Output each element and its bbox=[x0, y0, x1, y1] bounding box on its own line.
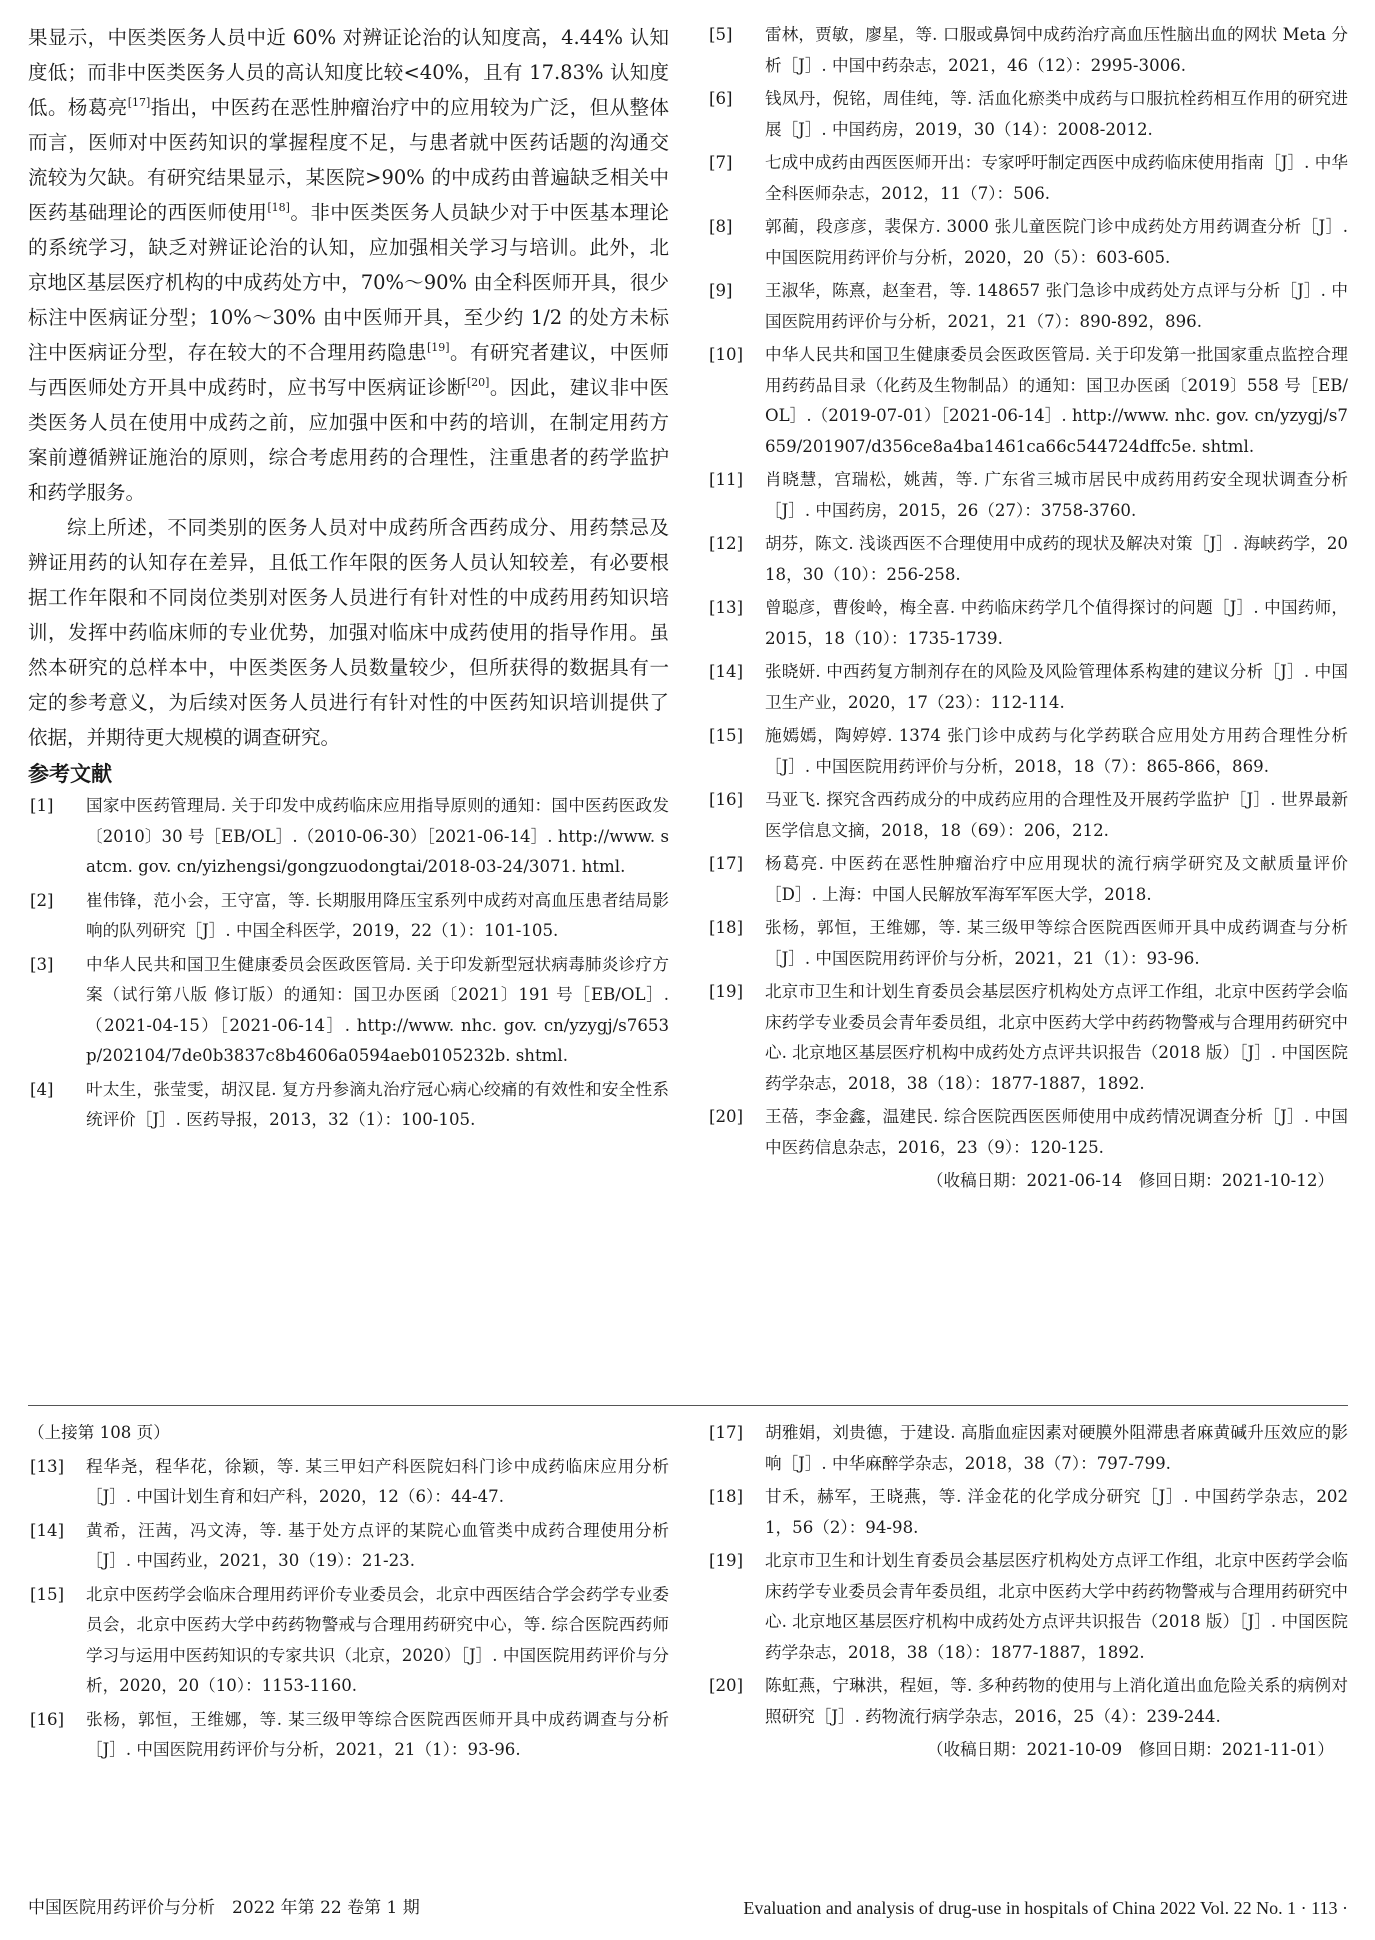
references-heading: 参考文献 bbox=[28, 762, 112, 786]
reference-number: [8] bbox=[709, 217, 733, 236]
reference-number: [16] bbox=[709, 790, 744, 809]
reference-item bbox=[28, 950, 669, 1072]
reference-text: 张晓妍. 中西药复方制剂存在的风险及风险管理体系构建的建议分析［J］. 中国卫生产业，2020，17（23）：112-114. bbox=[765, 662, 1348, 712]
para1-text-c: 。非中医类医务人员缺少对于中医基本理论的系统学习，缺乏对辨证论治的认知，应加强相关学习与培训。此外，北京地区基层医疗机构的中成药处方中，70%～90% 由全科医师开具，很少标注中医病证分型；10%～30% 由中医师开具，至少约 1/2 的处方未标注中医病证分型，存在较大的不合理用药隐患 bbox=[28, 201, 669, 364]
reference-number: [18] bbox=[709, 1487, 744, 1506]
reference-text: 陈虹燕，宁琳洪，程姮，等. 多种药物的使用与上消化道出血危险关系的病例对照研究［J］. 药物流行病学杂志，2016，25（4）：239-244. bbox=[765, 1676, 1348, 1726]
reference-text: 肖晓慧，宫瑞松，姚茜，等. 广东省三城市居民中成药用药安全现状调查分析［J］. 中国药房，2015，26（27）：3758-3760. bbox=[765, 470, 1348, 520]
reference-text: 甘禾，赫军，王晓燕，等. 洋金花的化学成分研究［J］. 中国药学杂志，2021，56（2）：94-98. bbox=[765, 1487, 1348, 1537]
reference-text: 雷林，贾敏，廖星，等. 口服或鼻饲中成药治疗高血压性脑出血的网状 Meta 分析［J］. 中国中药杂志，2021，46（12）：2995-3006. bbox=[765, 25, 1348, 75]
reference-text: 北京市卫生和计划生育委员会基层医疗机构处方点评工作组，北京中医药学会临床药学专业委员会青年委员组，北京中医药大学中药药物警戒与合理用药研究中心. 北京地区基层医疗机构中成药处方点评共识报告（2018 版）［J］. 中国医院药学杂志，2018，38（18）：1877-1887，1892. bbox=[765, 982, 1348, 1093]
reference-item bbox=[28, 1452, 669, 1513]
reference-item bbox=[707, 785, 1348, 846]
reference-item bbox=[707, 977, 1348, 1099]
reference-text: 中华人民共和国卫生健康委员会医政医管局. 关于印发新型冠状病毒肺炎诊疗方案（试行第八版 修订版）的通知：国卫办医函〔2021〕191 号［EB/OL］.（2021-04-15）［2021-06-14］. http://www. nhc. gov. cn/yzygj/s7653p/202104/7de0b3837c8b4606a0594aeb0105232b. shtml. bbox=[86, 954, 669, 1065]
para1-text-d: 。有研究者建议，中医师与西医师处方开具中成药时，应书写中医病证诊断 bbox=[28, 341, 669, 399]
journal-name-english-page-number: Evaluation and analysis of drug-use in hospitals of China 2022 Vol. 22 No. 1 · 113 · bbox=[743, 1898, 1348, 1918]
reference-item bbox=[707, 913, 1348, 974]
reference-number: [17] bbox=[709, 1423, 744, 1442]
reference-number: [14] bbox=[30, 1520, 65, 1540]
reference-text: 国家中医药管理局. 关于印发中成药临床应用指导原则的通知：国中医药医政发〔2010〕30 号［EB/OL］.（2010-06-30）［2021-06-14］. http://www. satcm. gov. cn/yizhengsi/gongzuodongtai/2018-03-24/3071. html. bbox=[86, 796, 669, 876]
reference-number: [16] bbox=[30, 1709, 65, 1729]
reference-number: [11] bbox=[709, 470, 744, 489]
body-paragraph-1 bbox=[28, 20, 669, 510]
reference-text: 中华人民共和国卫生健康委员会医政医管局. 关于印发第一批国家重点监控合理用药药品目录（化药及生物制品）的通知：国卫办医函〔2019〕558 号［EB/OL］.（2019-07-01）［2021-06-14］. http://www. nhc. gov. cn/yzygj/s7659/201907/d356ce8a4ba1461ca66c544724dffc5e. shtml. bbox=[765, 345, 1348, 456]
reference-number: [1] bbox=[30, 796, 54, 815]
reference-text: 胡雅娟，刘贵德，于建设. 高脂血症因素对硬膜外阻滞患者麻黄碱升压效应的影响［J］. 中华麻醉学杂志，2018，38（7）：797-799. bbox=[765, 1423, 1348, 1473]
reference-number: [4] bbox=[30, 1079, 54, 1099]
reference-text: 马亚飞. 探究含西药成分的中成药应用的合理性及开展药学监护［J］. 世界最新医学信息文摘，2018，18（69）：206，212. bbox=[765, 790, 1348, 840]
received-revised-dates: （收稿日期：2021-06-14 修回日期：2021-10-12） bbox=[926, 1171, 1334, 1190]
reference-number: [19] bbox=[709, 1551, 744, 1570]
reference-number: [15] bbox=[709, 726, 744, 745]
reference-number: [12] bbox=[709, 534, 744, 553]
reference-item bbox=[28, 1075, 669, 1136]
reference-text: 张杨，郭恒，王维娜，等. 某三级甲等综合医院西医师开具中成药调查与分析［J］. 中国医院用药评价与分析，2021，21（1）：93-96. bbox=[86, 1709, 669, 1759]
reference-item bbox=[707, 657, 1348, 718]
reference-number: [10] bbox=[709, 345, 744, 364]
reference-number: [13] bbox=[30, 1456, 65, 1476]
reference-item bbox=[707, 529, 1348, 590]
reference-item bbox=[707, 148, 1348, 209]
reference-text: 郭蔺，段彦彦，裴保方. 3000 张儿童医院门诊中成药处方用药调查分析［J］. 中国医院用药评价与分析，2020，20（5）：603-605. bbox=[765, 217, 1348, 267]
reference-text: 王淑华，陈熹，赵奎君，等. 148657 张门急诊中成药处方点评与分析［J］. 中国医院用药评价与分析，2021，21（7）：890-892，896. bbox=[765, 281, 1348, 331]
reference-number: [2] bbox=[30, 890, 54, 910]
citation-20[interactable]: [20] bbox=[466, 375, 490, 389]
reference-text: 杨葛亮. 中医药在恶性肿瘤治疗中应用现状的流行病学研究及文献质量评价［D］. 上海：中国人民解放军海军军医大学，2018. bbox=[765, 854, 1348, 904]
reference-number: [7] bbox=[709, 153, 733, 172]
reference-number: [15] bbox=[30, 1584, 65, 1604]
reference-text: 叶太生，张莹雯，胡汉昆. 复方丹参滴丸治疗冠心病心绞痛的有效性和安全性系统评价［J］. 医药导报，2013，32（1）：100-105. bbox=[86, 1079, 669, 1129]
reference-text: 北京中医药学会临床合理用药评价专业委员会，北京中西医结合学会药学专业委员会，北京中医药大学中药药物警戒与合理用药研究中心，等. 综合医院西药师学习与运用中医药知识的专家共识（北京，2020）［J］. 中国医院用药评价与分析，2020，20（10）：1153-1160. bbox=[86, 1584, 669, 1695]
reference-text: 胡芬，陈文. 浅谈西医不合理使用中成药的现状及解决对策［J］. 海峡药学，2018，30（10）：256-258. bbox=[765, 534, 1348, 584]
reference-item bbox=[707, 721, 1348, 782]
reference-text: 北京市卫生和计划生育委员会基层医疗机构处方点评工作组，北京中医药学会临床药学专业委员会青年委员组，北京中医药大学中药药物警戒与合理用药研究中心. 北京地区基层医疗机构中成药处方点评共识报告（2018 版）［J］. 中国医院药学杂志，2018，38（18）：1877-1887，1892. bbox=[765, 1551, 1348, 1662]
reference-item bbox=[707, 849, 1348, 910]
reference-item bbox=[28, 791, 669, 883]
reference-text: 钱凤丹，倪铭，周佳纯，等. 活血化瘀类中成药与口服抗栓药相互作用的研究进展［J］. 中国药房，2019，30（14）：2008-2012. bbox=[765, 89, 1348, 139]
reference-text: 王蓓，李金鑫，温建民. 综合医院西医医师使用中成药情况调查分析［J］. 中国中医药信息杂志，2016，23（9）：120-125. bbox=[765, 1107, 1348, 1157]
reference-text: 曾聪彦，曹俊岭，梅全喜. 中药临床药学几个值得探讨的问题［J］. 中国药师，2015，18（10）：1735-1739. bbox=[765, 598, 1348, 648]
reference-number: [3] bbox=[30, 954, 54, 974]
reference-number: [19] bbox=[709, 982, 744, 1001]
reference-item bbox=[707, 84, 1348, 145]
reference-item bbox=[707, 340, 1348, 462]
continued-references-left bbox=[28, 1418, 669, 1769]
continued-reference-list-left bbox=[28, 1452, 669, 1766]
reference-item bbox=[707, 465, 1348, 526]
reference-number: [18] bbox=[709, 918, 744, 937]
reference-text: 程华尧，程华花，徐颖，等. 某三甲妇产科医院妇科门诊中成药临床应用分析［J］. 中国计划生育和妇产科，2020，12（6）：44-47. bbox=[86, 1456, 669, 1506]
citation-18[interactable]: [18] bbox=[267, 200, 290, 214]
continued-references-right bbox=[707, 1418, 1348, 1765]
para1-text-b: 指出，中医药在恶性肿瘤治疗中的应用较为广泛，但从整体而言，医师对中医药知识的掌握程度不足，与患者就中医药话题的沟通交流较为欠缺。有研究结果显示，某医院>90% 的中成药由普遍缺乏相关中医药基础理论的西医师使用 bbox=[28, 96, 669, 224]
journal-name-chinese: 中国医院用药评价与分析 2022 年第 22 卷第 1 期 bbox=[28, 1898, 420, 1918]
reference-text: 张杨，郭恒，王维娜，等. 某三级甲等综合医院西医师开具中成药调查与分析［J］. 中国医院用药评价与分析，2021，21（1）：93-96. bbox=[765, 918, 1348, 968]
reference-item bbox=[28, 1705, 669, 1766]
reference-item bbox=[707, 1546, 1348, 1668]
reference-number: [17] bbox=[709, 854, 744, 873]
reference-number: [20] bbox=[709, 1676, 744, 1695]
section-divider bbox=[28, 1405, 1348, 1406]
reference-item bbox=[707, 20, 1348, 81]
received-revised-dates-bottom: （收稿日期：2021-10-09 修回日期：2021-11-01） bbox=[926, 1740, 1334, 1759]
reference-number: [9] bbox=[709, 281, 733, 300]
reference-number: [20] bbox=[709, 1107, 744, 1126]
continued-reference-list-right bbox=[707, 1418, 1348, 1732]
reference-number: [13] bbox=[709, 598, 744, 617]
reference-item bbox=[707, 276, 1348, 337]
continued-from-note: （上接第 108 页） bbox=[28, 1423, 170, 1442]
reference-text: 黄希，汪茜，冯文涛，等. 基于处方点评的某院心血管类中成药合理使用分析［J］. 中国药业，2021，30（19）：21-23. bbox=[86, 1520, 669, 1570]
reference-item bbox=[707, 593, 1348, 654]
reference-number: [5] bbox=[709, 25, 733, 44]
reference-item bbox=[707, 1102, 1348, 1163]
para1-text-e: 。因此，建议非中医类医务人员在使用中成药之前，应加强中医和中药的培训，在制定用药方案前遵循辨证施治的原则，综合考虑用药的合理性，注重患者的药学监护和药学服务。 bbox=[28, 376, 669, 504]
citation-17[interactable]: [17] bbox=[127, 95, 151, 109]
reference-text: 施嫣嫣，陶婷婷. 1374 张门诊中成药与化学药联合应用处方用药合理性分析［J］. 中国医院用药评价与分析，2018，18（7）：865-866，869. bbox=[765, 726, 1348, 776]
reference-item bbox=[707, 1482, 1348, 1543]
page-footer bbox=[28, 1893, 1348, 1923]
reference-text: 七成中成药由西医医师开出：专家呼吁制定西医中成药临床使用指南［J］. 中华全科医师杂志，2012，11（7）：506. bbox=[765, 153, 1348, 203]
reference-number: [14] bbox=[709, 662, 744, 681]
reference-item bbox=[707, 1418, 1348, 1479]
body-paragraph-2: 综上所述，不同类别的医务人员对中成药所含西药成分、用药禁忌及辨证用药的认知存在差异，且低工作年限的医务人员认知较差，有必要根据工作年限和不同岗位类别对医务人员进行有针对性的中成药用药知识培训，发挥中药临床师的专业优势，加强对临床中成药使用的指导作用。虽然本研究的总样本中，中医类医务人员数量较少，但所获得的数据具有一定的参考意义，为后续对医务人员进行有针对性的中医药知识培训提供了依据，并期待更大规模的调查研究。 bbox=[28, 516, 669, 749]
reference-list-left bbox=[28, 791, 669, 1136]
reference-list-right bbox=[707, 20, 1348, 1163]
reference-item bbox=[707, 212, 1348, 273]
reference-item bbox=[28, 1580, 669, 1702]
reference-number: [6] bbox=[709, 89, 733, 108]
citation-19[interactable]: [19] bbox=[426, 340, 450, 354]
reference-item bbox=[28, 1516, 669, 1577]
reference-item bbox=[28, 886, 669, 947]
right-column bbox=[707, 20, 1348, 1196]
reference-item bbox=[707, 1671, 1348, 1732]
para1-text-a: 果显示，中医类医务人员中近 60% 对辨证论治的认知度高，4.44% 认知度低；而非中医类医务人员的高认知度比较<40%，且有 17.83% 认知度低。杨葛亮 bbox=[28, 26, 669, 119]
left-column bbox=[28, 20, 669, 1139]
reference-text: 崔伟锋，范小会，王守富，等. 长期服用降压宝系列中成药对高血压患者结局影响的队列研究［J］. 中国全科医学，2019，22（1）：101-105. bbox=[86, 890, 669, 940]
